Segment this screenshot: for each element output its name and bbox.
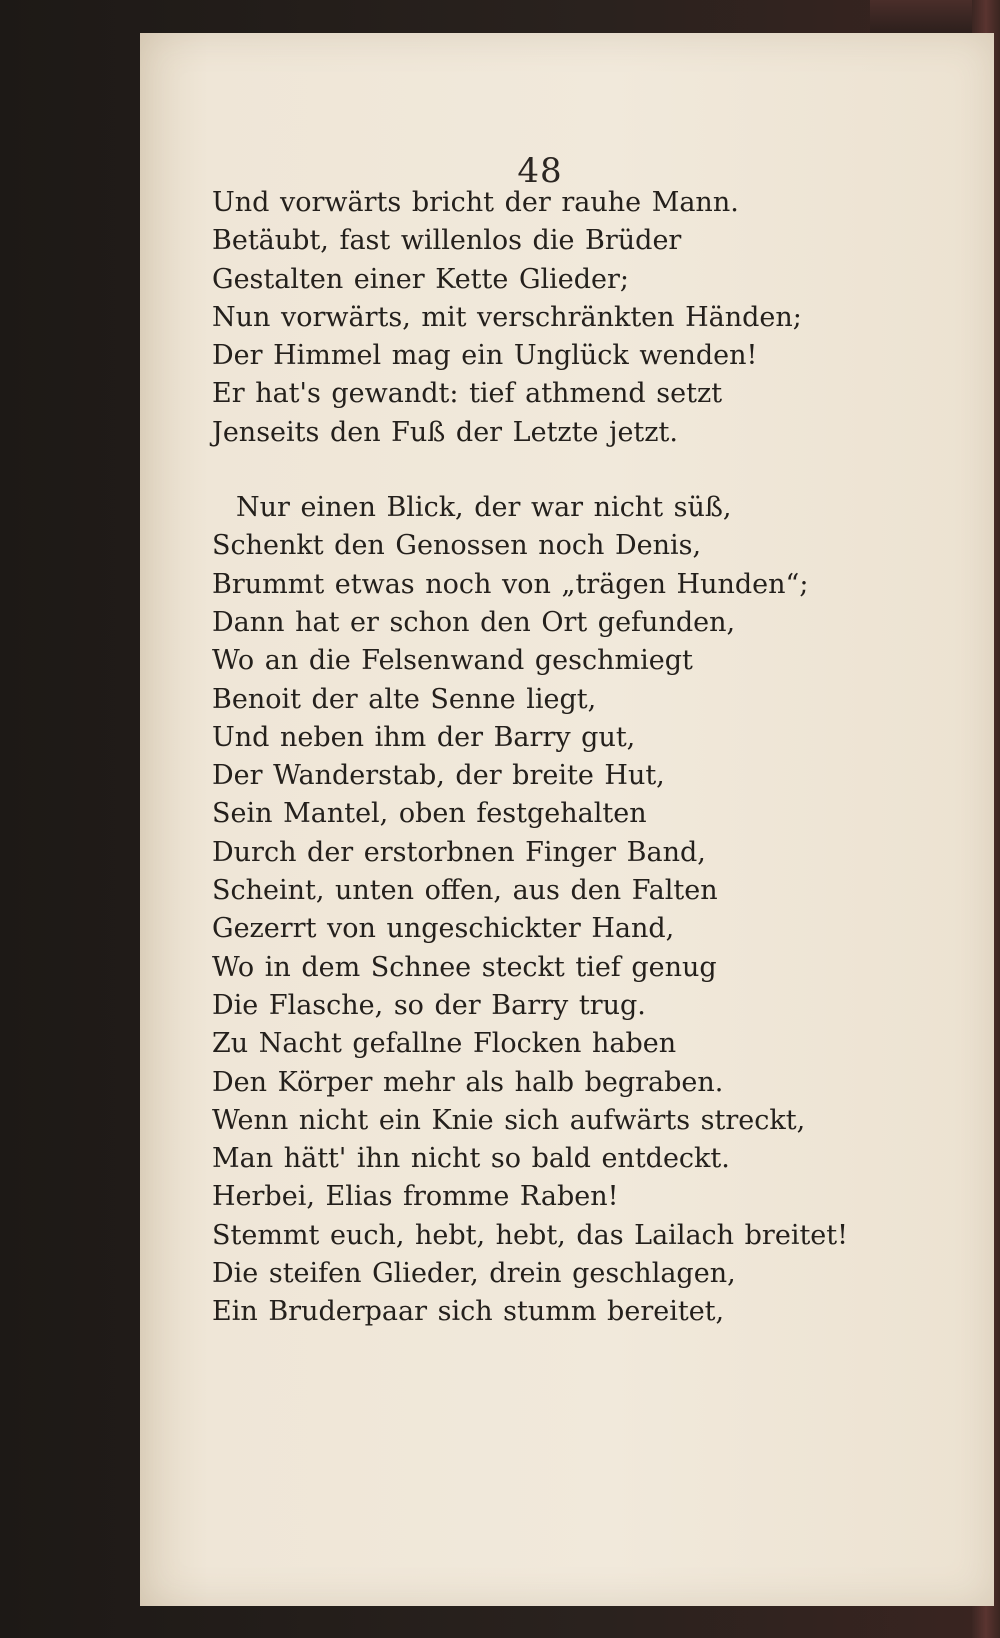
stanza-1 — [212, 184, 952, 452]
verse-line: Der Himmel mag ein Unglück wenden! — [212, 340, 758, 372]
poem-text — [212, 184, 952, 1332]
verse-line: Betäubt, fast willenlos die Brüder — [212, 225, 682, 257]
verse-line: Dann hat er schon den Ort gefunden, — [212, 606, 736, 638]
verse-line: Herbei, Elias fromme Raben! — [212, 1181, 619, 1213]
verse-line: Die steifen Glieder, drein geschlagen, — [212, 1258, 736, 1290]
verse-line: Stemmt euch, hebt, hebt, das Lailach breitet! — [212, 1219, 848, 1251]
verse-line: Brummt etwas noch von „trägen Hunden“; — [212, 568, 809, 600]
verse-line: Der Wanderstab, der breite Hut, — [212, 760, 665, 792]
verse-line: Durch der erstorbnen Finger Band, — [212, 836, 706, 868]
verse-line: Sein Mantel, oben festgehalten — [212, 798, 647, 830]
verse-line: Nur einen Blick, der war nicht süß, — [236, 492, 732, 524]
verse-line: Scheint, unten offen, aus den Falten — [212, 875, 718, 907]
verse-line: Ein Bruderpaar sich stumm bereitet, — [212, 1296, 725, 1328]
page-number: 48 — [517, 151, 563, 191]
verse-line: Und vorwärts bricht der rauhe Mann. — [212, 187, 739, 218]
verse-line: Wo in dem Schnee steckt tief genug — [212, 951, 717, 983]
verse-line: Er hat's gewandt: tief athmend setzt — [212, 378, 723, 410]
verse-line: Benoit der alte Senne liegt, — [212, 683, 597, 715]
verse-line: Wo an die Felsenwand geschmiegt — [212, 645, 693, 677]
verse-line: Schenkt den Genossen noch Denis, — [212, 530, 702, 562]
verse-line: Die Flasche, so der Barry trug. — [212, 989, 646, 1021]
verse-line: Gestalten einer Kette Glieder; — [212, 263, 630, 295]
verse-line: Jenseits den Fuß der Letzte jetzt. — [212, 416, 678, 448]
stanza-2 — [212, 489, 952, 1332]
verse-line: Wenn nicht ein Knie sich aufwärts streckt, — [212, 1104, 806, 1136]
verse-line: Den Körper mehr als halb begraben. — [212, 1066, 724, 1098]
verse-line: Gezerrt von ungeschickter Hand, — [212, 913, 675, 945]
verse-line: Nun vorwärts, mit verschränkten Händen; — [212, 301, 802, 333]
verse-line: Und neben ihm der Barry gut, — [212, 721, 636, 753]
verse-line: Zu Nacht gefallne Flocken haben — [212, 1028, 677, 1060]
verse-line: Man hätt' ihn nicht so bald entdeckt. — [212, 1143, 730, 1175]
